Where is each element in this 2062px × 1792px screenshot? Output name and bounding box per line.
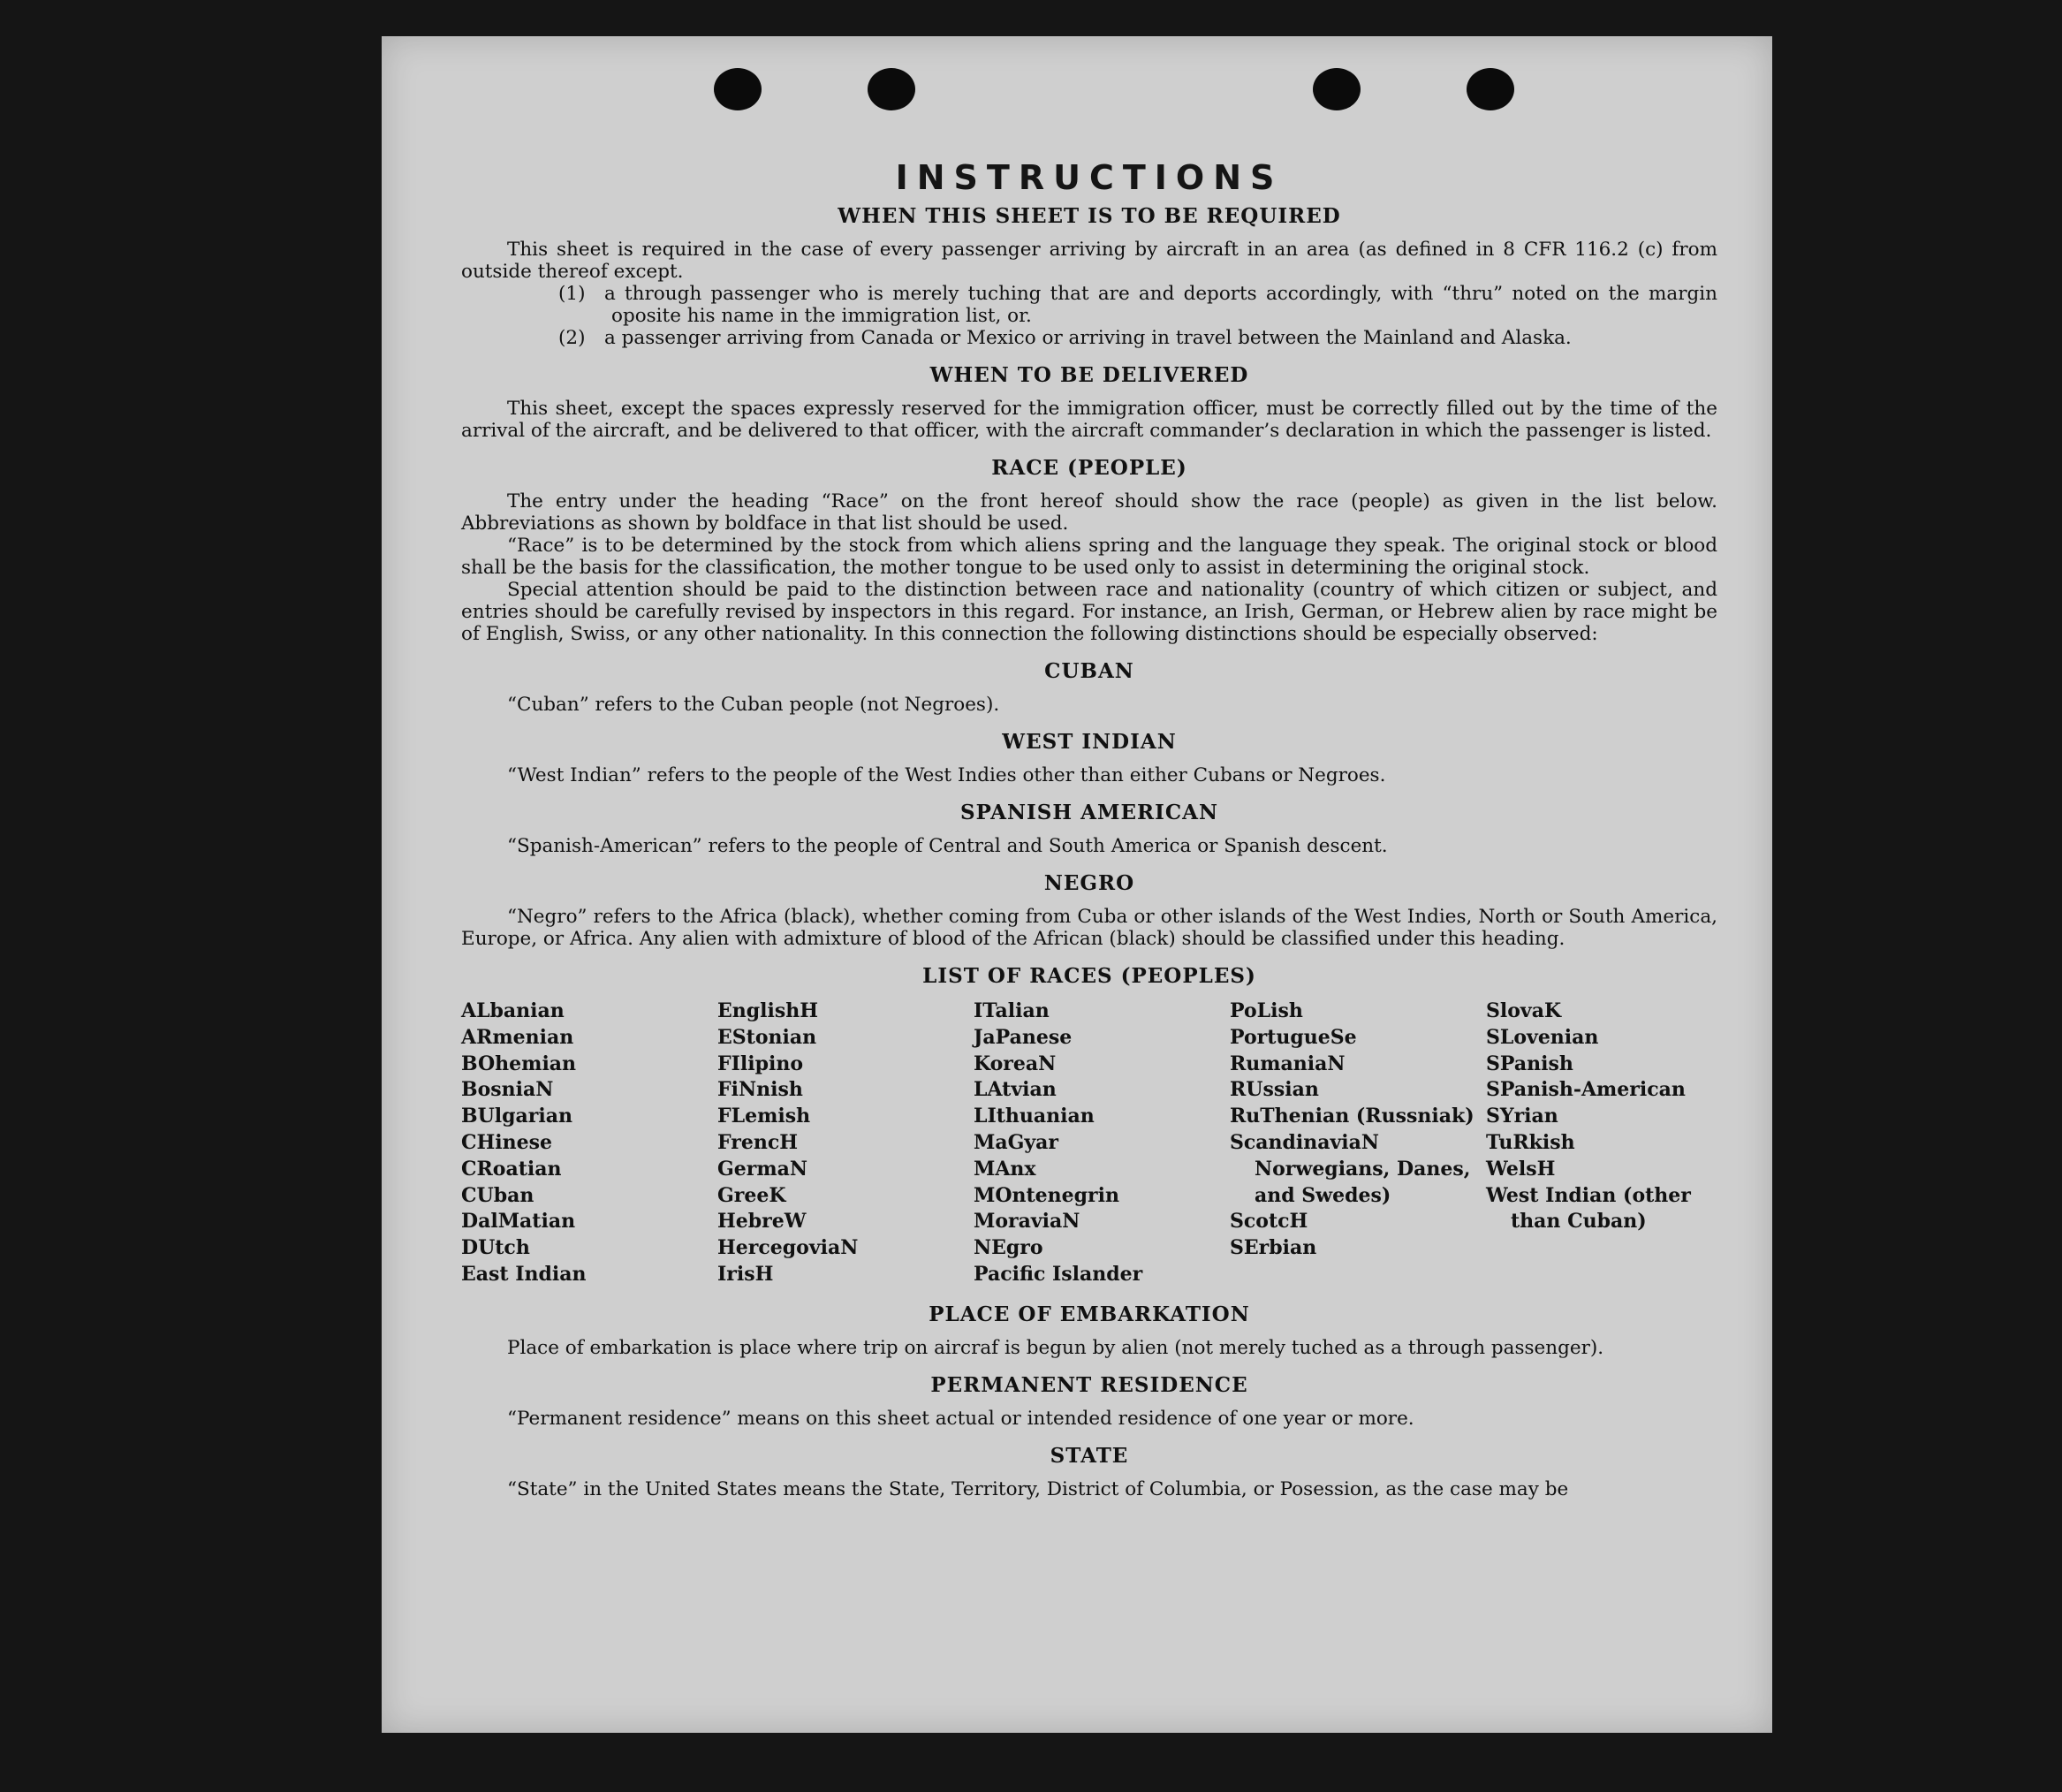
section-heading: CUBAN [1044, 659, 1134, 683]
race-entry: RuThenian (Russniak) [1230, 1105, 1474, 1128]
section-paragraph: This sheet is required in the case of every passenger arriving by aircraft in an area (as defined in 8 CFR 116.2 (c) from outside thereof except. [461, 239, 1717, 283]
race-entry: DUtch [461, 1236, 530, 1260]
race-entry: BosniaN [461, 1078, 554, 1102]
race-entry: MoraviaN [974, 1210, 1080, 1234]
section-heading: RACE (PEOPLE) [991, 456, 1187, 480]
race-entry: Pacific Islander [974, 1262, 1143, 1286]
races-heading: LIST OF RACES (PEOPLES) [922, 964, 1256, 988]
races-column [1230, 999, 1486, 1288]
exception-item: (1) a through passenger who is merely tuching that are and deports accordingly, with “thru” noted on the margin oposite his name in the immigration list, or. [558, 283, 1717, 327]
race-entry: East Indian [461, 1262, 587, 1286]
section-heading: PERMANENT RESIDENCE [930, 1372, 1248, 1397]
section-heading: WHEN TO BE DELIVERED [929, 363, 1249, 387]
race-entry: GermaN [717, 1157, 808, 1181]
section-paragraph: The entry under the heading “Race” on the front hereof should show the race (people) as given in the list below. Abbreviations as shown by boldface in that list should be used. [461, 490, 1717, 535]
race-entry: EStonian [717, 1025, 817, 1049]
race-entry: SLovenian [1486, 1025, 1599, 1049]
race-entry: SYrian [1486, 1105, 1558, 1128]
race-entry: MaGyar [974, 1130, 1059, 1154]
race-entry: IrisH [717, 1262, 774, 1286]
section-paragraph: “Negro” refers to the Africa (black), whether coming from Cuba or other islands of the West Indies, North or South America, Europe, or Africa. Any alien with admixture of blood of the African (black) should be classified under this heading. [461, 906, 1717, 950]
race-entry: FiNnish [717, 1078, 803, 1102]
race-entry: SPanish [1486, 1052, 1573, 1075]
race-entry: FLemish [717, 1105, 811, 1128]
race-entry: BUlgarian [461, 1105, 572, 1128]
section-paragraph: “Permanent residence” means on this sheet actual or intended residence of one year or more. [507, 1407, 1414, 1430]
race-entry: MOntenegrin [974, 1183, 1119, 1207]
race-entry: JaPanese [974, 1025, 1073, 1049]
race-entry: MAnx [974, 1157, 1036, 1181]
race-entry: ALbanian [461, 999, 565, 1022]
race-entry: WelsH [1486, 1157, 1556, 1181]
race-entry: TuRkish [1486, 1130, 1575, 1154]
race-entry: NEgro [974, 1236, 1043, 1260]
section-paragraph: Special attention should be paid to the distinction between race and nationality (country of which citizen or subject, and entries should be carefully revised by inspectors in this regard. For instance, an Irish, German, or Hebrew alien by race might be of English, Swiss, or any other nationality. In this connection the following distinctions should be especially observed: [461, 579, 1717, 645]
section-heading: SPANISH AMERICAN [959, 801, 1219, 824]
section-heading: NEGRO [1043, 871, 1135, 895]
section-heading: WEST INDIAN [1002, 730, 1177, 754]
race-entry: DalMatian [461, 1210, 576, 1234]
punch-hole [714, 68, 762, 110]
race-entry: RUssian [1230, 1078, 1319, 1102]
race-entry: ARmenian [461, 1025, 574, 1049]
exception-item: (2) a passenger arriving from Canada or Mexico or arriving in travel between the Mainland and Alaska. [558, 327, 1572, 349]
race-entry: FIlipino [717, 1052, 804, 1075]
section-paragraph: This sheet, except the spaces expressly reserved for the immigration officer, must be correctly filled out by the time of the arrival of the aircraft, and be delivered to that officer, with the aircraft commander’s declaration in which the passenger is listed. [461, 398, 1717, 442]
section-heading: PLACE OF EMBARKATION [929, 1302, 1250, 1326]
races-column [974, 999, 1230, 1288]
race-entry: GreeK [717, 1183, 786, 1207]
race-entry: LAtvian [974, 1078, 1057, 1102]
race-entry: ScandinaviaN Norwegians, Danes, and Swedes) [1230, 1130, 1471, 1207]
race-entry: RumaniaN [1230, 1052, 1346, 1075]
race-entry: LIthuanian [974, 1105, 1095, 1128]
section-paragraph: Place of embarkation is place where trip on aircraf is begun by alien (not merely tuched as a through passenger). [507, 1336, 1604, 1359]
races-column [1486, 999, 1717, 1288]
races-column [717, 999, 974, 1288]
race-entry: BOhemian [461, 1052, 577, 1075]
page-title: INSTRUCTIONS [895, 158, 1284, 197]
race-entry: SErbian [1230, 1236, 1317, 1260]
race-entry: PoLish [1230, 999, 1303, 1022]
section-paragraph: “Race” is to be determined by the stock from which aliens spring and the language they speak. The original stock or blood shall be the basis for the classification, the mother tongue to be used only to assist in determining the original stock. [461, 535, 1717, 579]
race-entry: ITalian [974, 999, 1050, 1022]
section-paragraph: “Cuban” refers to the Cuban people (not Negroes). [507, 694, 1000, 716]
punch-hole [1467, 68, 1514, 110]
races-list [461, 999, 1717, 1288]
section-paragraph: “State” in the United States means the State, Territory, District of Columbia, or Posession, as the case may be [507, 1477, 1569, 1500]
punch-hole [868, 68, 915, 110]
race-entry: HercegoviaN [717, 1236, 859, 1260]
race-entry: PortugueSe [1230, 1025, 1357, 1049]
race-entry: ScotcH [1230, 1210, 1308, 1234]
document-sheet [382, 36, 1772, 1733]
race-entry: CRoatian [461, 1157, 562, 1181]
instructions-content [461, 158, 1717, 1500]
race-entry: HebreW [717, 1210, 807, 1234]
section-paragraph: “West Indian” refers to the people of the West Indies other than either Cubans or Negroes. [507, 764, 1386, 786]
race-entry: SPanish-American [1486, 1078, 1686, 1102]
race-entry: SlovaK [1486, 999, 1562, 1022]
race-entry: EnglishH [717, 999, 819, 1022]
punch-hole [1313, 68, 1361, 110]
race-entry: FrencH [717, 1130, 798, 1154]
section-heading: STATE [1050, 1443, 1129, 1468]
races-column [461, 999, 717, 1288]
race-entry: CHinese [461, 1130, 553, 1154]
race-entry: KoreaN [974, 1052, 1057, 1075]
section-heading: WHEN THIS SHEET IS TO BE REQUIRED [838, 204, 1341, 228]
section-paragraph: “Spanish-American” refers to the people of Central and South America or Spanish descent. [507, 835, 1388, 857]
race-entry: CUban [461, 1183, 534, 1207]
race-entry: West Indian (other than Cuban) [1486, 1183, 1691, 1234]
